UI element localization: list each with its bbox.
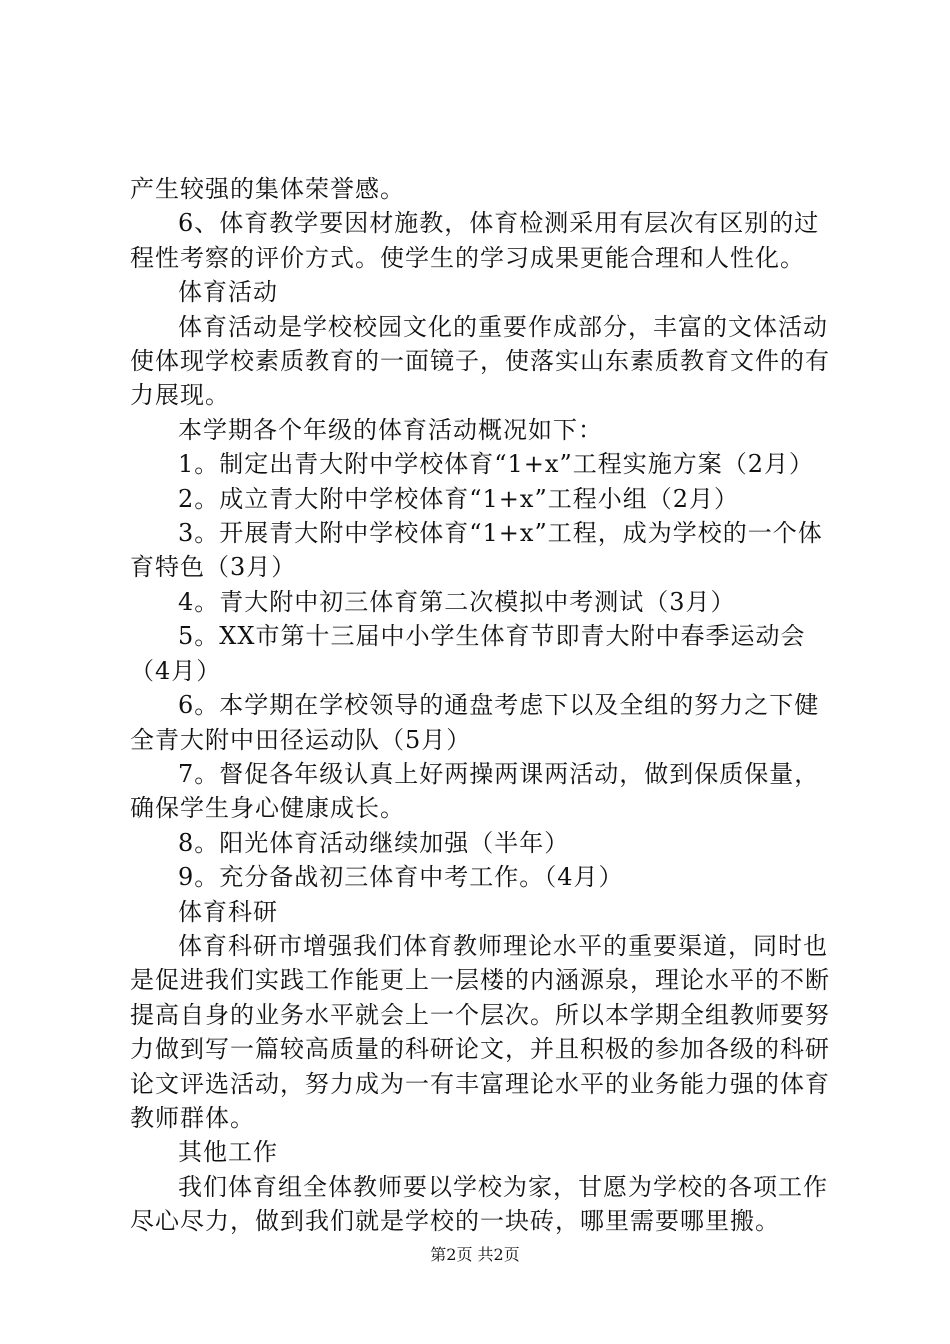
paragraph: 体育活动是学校校园文化的重要作成部分，丰富的文体活动使体现学校素质教育的一面镜子，使落实山东素质教育文件的有力展现。: [130, 312, 830, 410]
paragraph: 7。督促各年级认真上好两操两课两活动，做到保质保量，确保学生身心健康成长。: [130, 759, 820, 823]
paragraph: 1。制定出青大附中学校体育“1+x”工程实施方案（2月）: [178, 450, 814, 479]
page-footer: 第2页 共2页: [430, 1245, 520, 1264]
paragraph: 其他工作: [178, 1138, 278, 1167]
paragraph: 本学期各个年级的体育活动概况如下：: [178, 415, 603, 444]
paragraph: 8。阳光体育活动继续加强（半年）: [178, 828, 570, 857]
paragraph: 6。本学期在学校领导的通盘考虑下以及全组的努力之下健全青大附中田径运动队（5月）: [130, 691, 820, 754]
paragraph: 5。XX市第十三届中小学生体育节即青大附中春季运动会（4月）: [130, 622, 806, 685]
paragraph: 体育活动: [178, 278, 278, 307]
paragraph: 6、体育教学要因材施教，体育检测采用有层次有区别的过程性考察的评价方式。使学生的学习成果更能合理和人性化。: [130, 209, 820, 272]
document-body: [130, 172, 830, 1239]
paragraph: 3。开展青大附中学校体育“1+x”工程，成为学校的一个体育特色（3月）: [130, 519, 823, 582]
paragraph: 我们体育组全体教师要以学校为家，甘愿为学校的各项工作尽心尽力，做到我们就是学校的一块砖，哪里需要哪里搬。: [130, 1172, 828, 1236]
paragraph: 9。充分备战初三体育中考工作。（4月）: [178, 863, 624, 892]
paragraph: 体育科研: [178, 897, 278, 926]
paragraph: 产生较强的集体荣誉感。: [130, 175, 405, 203]
paragraph: 4。青大附中初三体育第二次模拟中考测试（3月）: [178, 587, 736, 616]
paragraph: 2。成立青大附中学校体育“1+x”工程小组（2月）: [178, 484, 739, 513]
paragraph: 体育科研市增强我们体育教师理论水平的重要渠道，同时也是促进我们实践工作能更上一层楼的内涵源泉，理论水平的不断提高自身的业务水平就会上一个层次。所以本学期全组教师要努力做到写一篇较高质量的科研论文，并且积极的参加各级的科研论文评选活动，努力成为一有丰富理论水平的业务能力强的体育教师群体。: [130, 931, 830, 1132]
